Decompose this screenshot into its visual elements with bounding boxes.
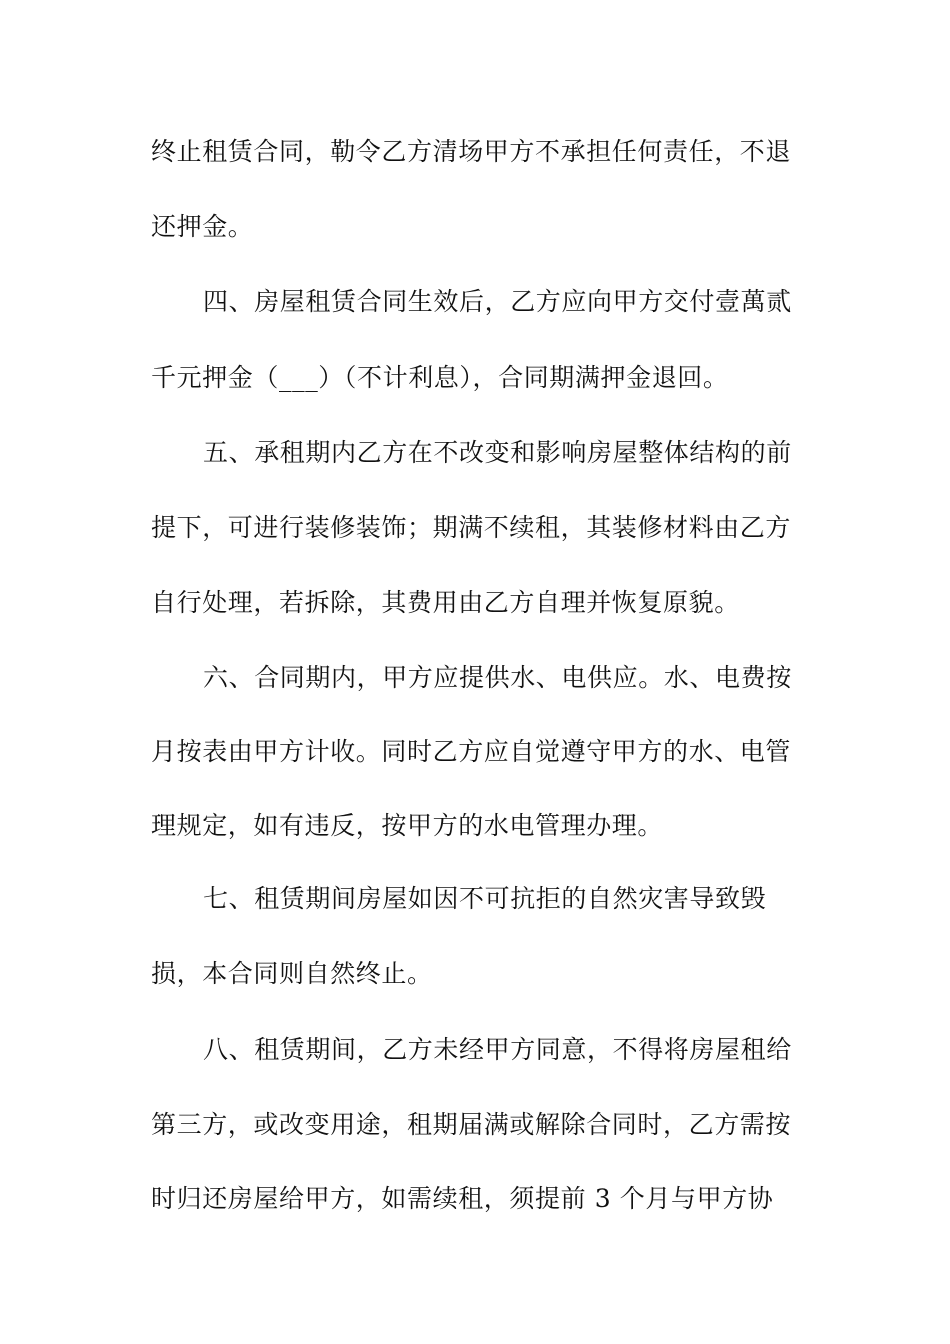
text-line: 第三方，或改变用途，租期届满或解除合同时，乙方需按 xyxy=(151,1110,792,1139)
text-line: 理规定，如有违反，按甲方的水电管理办理。 xyxy=(151,811,664,840)
paragraph-start-line: 七、租赁期间房屋如因不可抗拒的自然灾害导致毁 xyxy=(203,884,767,913)
paragraph-start-line: 六、合同期内，甲方应提供水、电供应。水、电费按 xyxy=(203,663,792,692)
paragraph-start-line: 五、承租期内乙方在不改变和影响房屋整体结构的前 xyxy=(203,438,792,467)
text-line: 损，本合同则自然终止。 xyxy=(151,959,433,988)
text-line: 千元押金（___）（不计利息），合同期满押金退回。 xyxy=(151,363,729,392)
text-line: 提下，可进行装修装饰；期满不续租，其装修材料由乙方 xyxy=(151,513,792,542)
text-line: 自行处理，若拆除，其费用由乙方自理并恢复原貌。 xyxy=(151,588,740,617)
text-line: 时归还房屋给甲方，如需续租，须提前 3 个月与甲方协 xyxy=(151,1184,774,1213)
text-line: 终止租赁合同，勒令乙方清场甲方不承担任何责任，不退 xyxy=(151,137,792,166)
paragraph-start-line: 八、租赁期间，乙方未经甲方同意，不得将房屋租给 xyxy=(203,1035,792,1064)
text-line: 月按表由甲方计收。同时乙方应自觉遵守甲方的水、电管 xyxy=(151,737,792,766)
text-line: 还押金。 xyxy=(151,212,254,241)
paragraph-start-line: 四、房屋租赁合同生效后，乙方应向甲方交付壹萬贰 xyxy=(203,287,792,316)
